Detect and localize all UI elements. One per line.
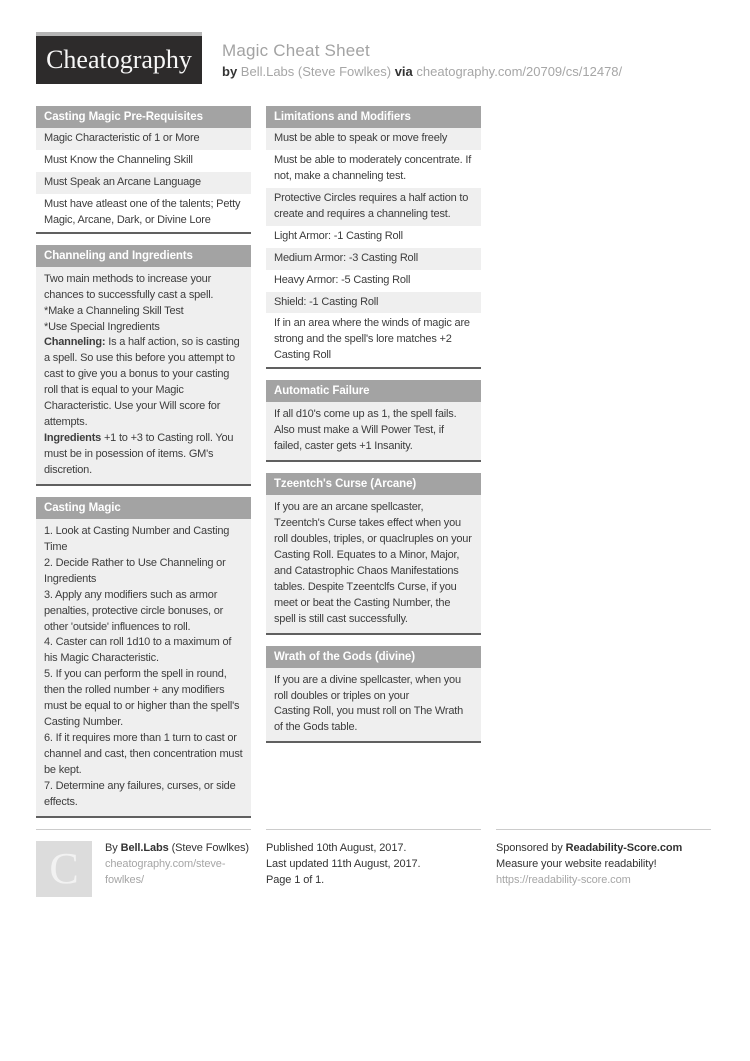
avatar-letter: C [49, 843, 79, 893]
author-avatar[interactable] [36, 841, 92, 897]
section-row: Heavy Armor: -5 Casting Roll [266, 270, 481, 292]
section-body: If you are a divine spellcaster, when you roll doubles or triples on your Casting Roll, you must roll on The Wrath of the Gods table. [266, 668, 481, 742]
section-casting-magic-pre-requisites [36, 106, 251, 234]
sheet-url-link[interactable]: cheatography.com/20709/cs/12478/ [416, 64, 623, 79]
section-row: Must be able to speak or move freely [266, 128, 481, 150]
section-row: Light Armor: -1 Casting Roll [266, 226, 481, 248]
section-tzeentch-s-curse-arcane [266, 473, 481, 635]
section-header: Casting Magic [36, 497, 251, 519]
section-row: Shield: -1 Casting Roll [266, 292, 481, 314]
section-row: Must be able to moderately concentrate. If not, make a channeling test. [266, 150, 481, 188]
section-header: Casting Magic Pre-Requisites [36, 106, 251, 128]
sponsor-line: Sponsored by Readability-Score.com [496, 841, 683, 854]
header [36, 32, 711, 84]
title-block [222, 32, 622, 79]
sponsor-url-link[interactable]: https://readability-score.com [496, 873, 631, 886]
section-automatic-failure [266, 380, 481, 462]
section-limitations-and-modifiers [266, 106, 481, 369]
sponsor-tagline: Measure your website readability! [496, 857, 657, 870]
section-row: Medium Armor: -3 Casting Roll [266, 248, 481, 270]
column-2 [266, 106, 481, 754]
logo-text: Cheatography [46, 45, 192, 74]
section-row: Magic Characteristic of 1 or More [36, 128, 251, 150]
footer-author-name: Bell.Labs [120, 841, 169, 854]
via-label: via [394, 64, 413, 79]
section-body: If all d10's come up as 1, the spell fails. Also must make a Will Power Test, if failed, caster gets +1 Insanity. [266, 402, 481, 460]
footer-author-info [105, 841, 251, 897]
cheatography-logo[interactable] [36, 32, 202, 84]
footer-author-line: By Bell.Labs (Steve Fowlkes) [105, 841, 249, 854]
author-link[interactable]: Bell.Labs (Steve Fowlkes) [240, 64, 392, 79]
content-columns [36, 106, 711, 829]
section-header: Channeling and Ingredients [36, 245, 251, 267]
byline [222, 64, 622, 79]
section-body: If you are an arcane spellcaster, Tzeentch's Curse takes effect when you roll doubles, triples, or quaclruples on your Casting Roll. Equates to a Minor, Major, and Catastrophic Chaos Manifestations tables. Despite Tzeentclfs Curse, if you meet or beat the Casting Number, the spell is still cast successfully. [266, 495, 481, 633]
section-channeling-and-ingredients [36, 245, 251, 486]
section-header: Automatic Failure [266, 380, 481, 402]
column-1 [36, 106, 251, 829]
footer-author-column [36, 829, 251, 897]
footer-meta-column [266, 829, 481, 897]
profile-url-link[interactable]: cheatography.com/steve-fowlkes/ [105, 857, 226, 886]
section-header: Limitations and Modifiers [266, 106, 481, 128]
section-wrath-of-the-gods-divine [266, 646, 481, 744]
page-title: Magic Cheat Sheet [222, 41, 370, 60]
section-casting-magic [36, 497, 251, 818]
footer [36, 829, 711, 897]
by-label: by [222, 64, 238, 79]
section-body: Two main methods to increase your chances to successfully cast a spell. *Make a Channeling Skill Test *Use Special Ingredients Channeling: Is a half action, so is casting a spell. So use this before you attempt to cast to give you a bonus to your casting roll that is equal to your Magic Characteristic. Use your Will score for attempts. Ingredients +1 to +3 to Casting roll. You must be in posession of items. GM's discretion. [36, 267, 251, 484]
published-date: Published 10th August, 2017. [266, 841, 407, 854]
section-header: Tzeentch's Curse (Arcane) [266, 473, 481, 495]
sponsor-name: Readability-Score.com [565, 841, 683, 854]
section-row: If in an area where the winds of magic are strong and the spell's lore matches +2 Casting Roll [266, 313, 481, 367]
section-row: Must have atleast one of the talents; Petty Magic, Arcane, Dark, or Divine Lore [36, 194, 251, 232]
section-row: Must Speak an Arcane Language [36, 172, 251, 194]
section-body: 1. Look at Casting Number and Casting Time 2. Decide Rather to Use Channeling or Ingredients 3. Apply any modifiers such as armor penalties, protective circle bonuses, or other 'outside' influences to roll. 4. Caster can roll 1d10 to a maximum of his Magic Characteristic. 5. If you can perform the spell in round, then the rolled number + any modifiers must be equal to or higher than the spell's Casting Number. 6. If it requires more than 1 turn to cast or channel and cast, then concentration must be kept. 7. Determine any failures, curses, or side effects. [36, 519, 251, 816]
section-header: Wrath of the Gods (divine) [266, 646, 481, 668]
section-row: Must Know the Channeling Skill [36, 150, 251, 172]
section-row: Protective Circles requires a half action to create and requires a channeling test. [266, 188, 481, 226]
updated-date: Last updated 11th August, 2017. [266, 857, 421, 870]
footer-sponsor-column [496, 829, 711, 897]
page-number: Page 1 of 1. [266, 873, 325, 886]
